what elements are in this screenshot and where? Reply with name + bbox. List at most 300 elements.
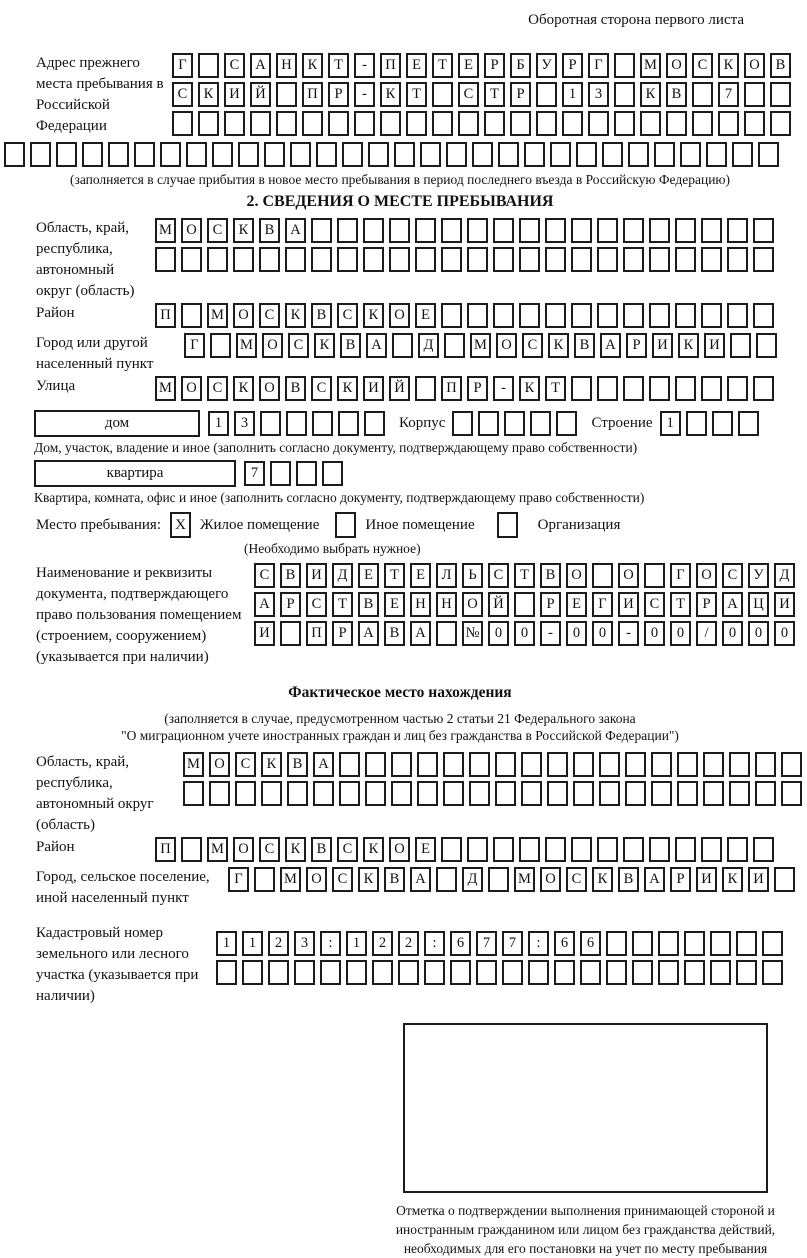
char-cell[interactable]: И (254, 621, 275, 646)
char-cell[interactable]: Р (510, 82, 531, 107)
char-cell[interactable] (260, 411, 281, 436)
char-cell[interactable] (710, 960, 731, 985)
char-cell[interactable] (744, 82, 765, 107)
char-cell[interactable]: А (600, 333, 621, 358)
char-cell[interactable]: С (288, 333, 309, 358)
char-cell[interactable]: С (488, 563, 509, 588)
char-cell[interactable] (328, 111, 349, 136)
char-cell[interactable] (649, 218, 670, 243)
char-cell[interactable] (235, 781, 256, 806)
char-cell[interactable] (398, 960, 419, 985)
char-cell[interactable] (280, 621, 301, 646)
char-cell[interactable] (296, 461, 317, 486)
char-cell[interactable] (651, 781, 672, 806)
char-cell[interactable]: В (285, 376, 306, 401)
char-cell[interactable]: П (155, 837, 176, 862)
char-cell[interactable]: Е (415, 303, 436, 328)
char-cell[interactable] (623, 376, 644, 401)
char-cell[interactable] (727, 376, 748, 401)
char-cell[interactable] (469, 781, 490, 806)
char-cell[interactable] (550, 142, 571, 167)
char-cell[interactable] (443, 781, 464, 806)
char-cell[interactable] (692, 82, 713, 107)
char-cell[interactable] (432, 111, 453, 136)
char-cell[interactable]: Ц (748, 592, 769, 617)
char-cell[interactable] (56, 142, 77, 167)
char-cell[interactable]: 2 (268, 931, 289, 956)
char-cell[interactable]: С (458, 82, 479, 107)
char-cell[interactable] (519, 303, 540, 328)
char-cell[interactable]: О (259, 376, 280, 401)
char-cell[interactable]: О (233, 303, 254, 328)
char-cell[interactable] (738, 411, 759, 436)
char-cell[interactable]: 1 (216, 931, 237, 956)
char-cell[interactable] (458, 111, 479, 136)
char-cell[interactable]: Р (626, 333, 647, 358)
char-cell[interactable] (276, 82, 297, 107)
char-cell[interactable] (472, 142, 493, 167)
char-cell[interactable] (727, 837, 748, 862)
char-cell[interactable] (576, 142, 597, 167)
char-cell[interactable] (216, 960, 237, 985)
char-cell[interactable] (391, 781, 412, 806)
char-cell[interactable] (774, 867, 795, 892)
char-cell[interactable]: № (462, 621, 483, 646)
char-cell[interactable] (521, 781, 542, 806)
char-cell[interactable] (233, 247, 254, 272)
char-cell[interactable]: В (618, 867, 639, 892)
char-cell[interactable] (238, 142, 259, 167)
char-cell[interactable] (781, 781, 802, 806)
char-cell[interactable]: О (233, 837, 254, 862)
char-cell[interactable] (286, 411, 307, 436)
char-cell[interactable] (394, 142, 415, 167)
char-cell[interactable]: М (640, 53, 661, 78)
char-cell[interactable] (372, 960, 393, 985)
char-cell[interactable]: 1 (346, 931, 367, 956)
char-cell[interactable]: С (259, 837, 280, 862)
char-cell[interactable]: О (209, 752, 230, 777)
char-cell[interactable]: И (704, 333, 725, 358)
char-cell[interactable] (519, 837, 540, 862)
char-cell[interactable] (198, 111, 219, 136)
char-cell[interactable] (364, 411, 385, 436)
char-cell[interactable] (753, 303, 774, 328)
char-cell[interactable] (290, 142, 311, 167)
char-cell[interactable] (82, 142, 103, 167)
char-cell[interactable] (415, 218, 436, 243)
char-cell[interactable]: : (528, 931, 549, 956)
char-cell[interactable] (484, 111, 505, 136)
char-cell[interactable] (640, 111, 661, 136)
char-cell[interactable] (30, 142, 51, 167)
char-cell[interactable] (528, 960, 549, 985)
char-cell[interactable]: Н (276, 53, 297, 78)
char-cell[interactable]: О (696, 563, 717, 588)
char-cell[interactable]: 0 (566, 621, 587, 646)
char-cell[interactable]: Е (415, 837, 436, 862)
char-cell[interactable]: 6 (580, 931, 601, 956)
char-cell[interactable]: С (337, 303, 358, 328)
char-cell[interactable] (316, 142, 337, 167)
char-cell[interactable] (753, 376, 774, 401)
char-cell[interactable] (259, 247, 280, 272)
char-cell[interactable]: О (566, 563, 587, 588)
char-cell[interactable] (285, 247, 306, 272)
char-cell[interactable] (302, 111, 323, 136)
char-cell[interactable] (493, 303, 514, 328)
char-cell[interactable] (599, 781, 620, 806)
char-cell[interactable] (493, 218, 514, 243)
char-cell[interactable]: Г (592, 592, 613, 617)
char-cell[interactable] (337, 218, 358, 243)
char-cell[interactable]: Р (562, 53, 583, 78)
char-cell[interactable]: К (233, 218, 254, 243)
char-cell[interactable] (493, 837, 514, 862)
char-cell[interactable] (365, 781, 386, 806)
char-cell[interactable] (4, 142, 25, 167)
char-cell[interactable] (649, 837, 670, 862)
char-cell[interactable]: С (224, 53, 245, 78)
char-cell[interactable]: В (540, 563, 561, 588)
char-cell[interactable] (554, 960, 575, 985)
char-cell[interactable]: А (358, 621, 379, 646)
char-cell[interactable] (436, 867, 457, 892)
char-cell[interactable] (212, 142, 233, 167)
char-cell[interactable]: 7 (502, 931, 523, 956)
char-cell[interactable]: В (574, 333, 595, 358)
char-cell[interactable] (519, 247, 540, 272)
char-cell[interactable]: В (311, 303, 332, 328)
char-cell[interactable]: Р (280, 592, 301, 617)
char-cell[interactable]: И (774, 592, 795, 617)
char-cell[interactable] (571, 837, 592, 862)
char-cell[interactable]: У (748, 563, 769, 588)
char-cell[interactable]: 2 (372, 931, 393, 956)
char-cell[interactable]: В (358, 592, 379, 617)
char-cell[interactable]: 0 (670, 621, 691, 646)
char-cell[interactable]: И (363, 376, 384, 401)
char-cell[interactable]: С (522, 333, 543, 358)
char-cell[interactable] (729, 781, 750, 806)
char-cell[interactable] (339, 781, 360, 806)
char-cell[interactable] (727, 247, 748, 272)
char-cell[interactable]: И (306, 563, 327, 588)
char-cell[interactable]: В (384, 867, 405, 892)
char-cell[interactable]: О (306, 867, 327, 892)
char-cell[interactable] (729, 752, 750, 777)
char-cell[interactable] (467, 247, 488, 272)
char-cell[interactable]: У (536, 53, 557, 78)
char-cell[interactable]: М (155, 218, 176, 243)
char-cell[interactable] (675, 837, 696, 862)
char-cell[interactable]: О (262, 333, 283, 358)
char-cell[interactable] (207, 247, 228, 272)
house-field-box[interactable]: дом (34, 410, 200, 437)
char-cell[interactable]: 6 (554, 931, 575, 956)
char-cell[interactable] (755, 752, 776, 777)
char-cell[interactable] (337, 247, 358, 272)
char-cell[interactable] (545, 837, 566, 862)
char-cell[interactable]: Л (436, 563, 457, 588)
char-cell[interactable] (753, 837, 774, 862)
char-cell[interactable]: Д (774, 563, 795, 588)
char-cell[interactable] (692, 111, 713, 136)
char-cell[interactable]: Й (250, 82, 271, 107)
char-cell[interactable]: Б (510, 53, 531, 78)
char-cell[interactable]: И (618, 592, 639, 617)
char-cell[interactable]: Т (332, 592, 353, 617)
char-cell[interactable]: С (235, 752, 256, 777)
char-cell[interactable]: Р (540, 592, 561, 617)
char-cell[interactable] (592, 563, 613, 588)
char-cell[interactable] (597, 247, 618, 272)
char-cell[interactable] (391, 752, 412, 777)
char-cell[interactable] (510, 111, 531, 136)
char-cell[interactable] (614, 82, 635, 107)
char-cell[interactable] (469, 752, 490, 777)
char-cell[interactable] (614, 111, 635, 136)
char-cell[interactable] (495, 781, 516, 806)
char-cell[interactable] (781, 752, 802, 777)
char-cell[interactable]: И (696, 867, 717, 892)
char-cell[interactable] (209, 781, 230, 806)
char-cell[interactable] (172, 111, 193, 136)
char-cell[interactable] (322, 461, 343, 486)
char-cell[interactable] (573, 752, 594, 777)
char-cell[interactable]: К (285, 837, 306, 862)
char-cell[interactable] (392, 333, 413, 358)
char-cell[interactable]: К (337, 376, 358, 401)
char-cell[interactable] (606, 960, 627, 985)
char-cell[interactable] (311, 218, 332, 243)
char-cell[interactable] (415, 247, 436, 272)
char-cell[interactable] (623, 837, 644, 862)
char-cell[interactable]: Р (696, 592, 717, 617)
char-cell[interactable] (502, 960, 523, 985)
char-cell[interactable]: Г (588, 53, 609, 78)
char-cell[interactable]: Т (484, 82, 505, 107)
char-cell[interactable] (432, 82, 453, 107)
char-cell[interactable] (467, 218, 488, 243)
char-cell[interactable]: Г (184, 333, 205, 358)
char-cell[interactable]: Н (436, 592, 457, 617)
char-cell[interactable]: Р (484, 53, 505, 78)
char-cell[interactable] (606, 931, 627, 956)
char-cell[interactable] (701, 376, 722, 401)
char-cell[interactable] (545, 303, 566, 328)
char-cell[interactable] (623, 247, 644, 272)
char-cell[interactable]: Г (172, 53, 193, 78)
char-cell[interactable] (545, 247, 566, 272)
char-cell[interactable] (736, 931, 757, 956)
char-cell[interactable]: С (722, 563, 743, 588)
char-cell[interactable] (224, 111, 245, 136)
char-cell[interactable]: 1 (562, 82, 583, 107)
char-cell[interactable]: И (652, 333, 673, 358)
char-cell[interactable]: А (313, 752, 334, 777)
char-cell[interactable]: 1 (242, 931, 263, 956)
char-cell[interactable] (625, 781, 646, 806)
char-cell[interactable] (675, 247, 696, 272)
char-cell[interactable]: П (155, 303, 176, 328)
char-cell[interactable]: 0 (774, 621, 795, 646)
char-cell[interactable]: А (722, 592, 743, 617)
char-cell[interactable] (452, 411, 473, 436)
char-cell[interactable] (363, 218, 384, 243)
char-cell[interactable] (770, 82, 791, 107)
char-cell[interactable] (602, 142, 623, 167)
char-cell[interactable] (424, 960, 445, 985)
char-cell[interactable] (420, 142, 441, 167)
char-cell[interactable]: К (314, 333, 335, 358)
char-cell[interactable] (338, 411, 359, 436)
char-cell[interactable] (417, 752, 438, 777)
char-cell[interactable] (478, 411, 499, 436)
char-cell[interactable]: Й (488, 592, 509, 617)
char-cell[interactable]: Е (458, 53, 479, 78)
char-cell[interactable] (155, 247, 176, 272)
char-cell[interactable]: / (696, 621, 717, 646)
char-cell[interactable]: Д (462, 867, 483, 892)
char-cell[interactable]: Н (410, 592, 431, 617)
char-cell[interactable]: 0 (592, 621, 613, 646)
char-cell[interactable] (588, 111, 609, 136)
char-cell[interactable] (701, 218, 722, 243)
char-cell[interactable] (628, 142, 649, 167)
char-cell[interactable]: К (718, 53, 739, 78)
char-cell[interactable]: 7 (476, 931, 497, 956)
char-cell[interactable] (547, 752, 568, 777)
char-cell[interactable]: П (380, 53, 401, 78)
char-cell[interactable] (730, 333, 751, 358)
char-cell[interactable] (210, 333, 231, 358)
char-cell[interactable]: М (514, 867, 535, 892)
char-cell[interactable] (545, 218, 566, 243)
char-cell[interactable]: К (302, 53, 323, 78)
char-cell[interactable] (651, 752, 672, 777)
char-cell[interactable] (108, 142, 129, 167)
char-cell[interactable] (186, 142, 207, 167)
char-cell[interactable] (675, 376, 696, 401)
char-cell[interactable]: Р (328, 82, 349, 107)
char-cell[interactable]: К (678, 333, 699, 358)
char-cell[interactable]: А (254, 592, 275, 617)
char-cell[interactable] (181, 837, 202, 862)
char-cell[interactable] (261, 781, 282, 806)
char-cell[interactable] (444, 333, 465, 358)
char-cell[interactable]: А (250, 53, 271, 78)
char-cell[interactable]: С (332, 867, 353, 892)
char-cell[interactable] (441, 247, 462, 272)
organization-checkbox[interactable] (497, 512, 518, 538)
char-cell[interactable] (770, 111, 791, 136)
char-cell[interactable] (311, 247, 332, 272)
char-cell[interactable]: К (261, 752, 282, 777)
char-cell[interactable]: К (285, 303, 306, 328)
char-cell[interactable]: В (287, 752, 308, 777)
char-cell[interactable] (706, 142, 727, 167)
char-cell[interactable]: Т (545, 376, 566, 401)
char-cell[interactable]: 0 (514, 621, 535, 646)
char-cell[interactable] (732, 142, 753, 167)
char-cell[interactable] (441, 218, 462, 243)
char-cell[interactable]: - (493, 376, 514, 401)
char-cell[interactable]: О (181, 376, 202, 401)
char-cell[interactable] (524, 142, 545, 167)
char-cell[interactable]: К (592, 867, 613, 892)
char-cell[interactable] (736, 960, 757, 985)
char-cell[interactable]: В (384, 621, 405, 646)
char-cell[interactable]: - (540, 621, 561, 646)
char-cell[interactable] (701, 303, 722, 328)
char-cell[interactable]: Р (332, 621, 353, 646)
char-cell[interactable]: Г (228, 867, 249, 892)
char-cell[interactable]: П (302, 82, 323, 107)
char-cell[interactable] (498, 142, 519, 167)
char-cell[interactable]: О (618, 563, 639, 588)
char-cell[interactable]: О (181, 218, 202, 243)
char-cell[interactable]: Е (384, 592, 405, 617)
char-cell[interactable]: 0 (488, 621, 509, 646)
char-cell[interactable]: Д (418, 333, 439, 358)
char-cell[interactable]: 0 (748, 621, 769, 646)
char-cell[interactable] (514, 592, 535, 617)
char-cell[interactable] (701, 247, 722, 272)
char-cell[interactable] (441, 837, 462, 862)
char-cell[interactable] (684, 960, 705, 985)
char-cell[interactable]: 2 (398, 931, 419, 956)
char-cell[interactable] (625, 752, 646, 777)
char-cell[interactable] (677, 781, 698, 806)
char-cell[interactable] (623, 303, 644, 328)
char-cell[interactable]: - (618, 621, 639, 646)
char-cell[interactable]: 1 (208, 411, 229, 436)
char-cell[interactable]: Т (670, 592, 691, 617)
char-cell[interactable] (443, 752, 464, 777)
char-cell[interactable]: А (285, 218, 306, 243)
char-cell[interactable]: О (666, 53, 687, 78)
char-cell[interactable]: М (207, 837, 228, 862)
char-cell[interactable] (181, 247, 202, 272)
char-cell[interactable] (547, 781, 568, 806)
char-cell[interactable]: К (363, 837, 384, 862)
other-premises-checkbox[interactable] (335, 512, 356, 538)
char-cell[interactable] (389, 218, 410, 243)
char-cell[interactable]: С (259, 303, 280, 328)
char-cell[interactable] (753, 218, 774, 243)
char-cell[interactable] (519, 218, 540, 243)
char-cell[interactable] (556, 411, 577, 436)
char-cell[interactable] (649, 303, 670, 328)
char-cell[interactable] (632, 960, 653, 985)
char-cell[interactable]: С (207, 218, 228, 243)
char-cell[interactable] (504, 411, 525, 436)
char-cell[interactable]: Г (670, 563, 691, 588)
char-cell[interactable]: С (337, 837, 358, 862)
char-cell[interactable]: : (320, 931, 341, 956)
char-cell[interactable]: И (748, 867, 769, 892)
char-cell[interactable]: О (496, 333, 517, 358)
char-cell[interactable] (710, 931, 731, 956)
char-cell[interactable]: Е (406, 53, 427, 78)
char-cell[interactable] (580, 960, 601, 985)
char-cell[interactable]: Ь (462, 563, 483, 588)
char-cell[interactable]: К (640, 82, 661, 107)
char-cell[interactable]: 7 (244, 461, 265, 486)
char-cell[interactable]: 3 (234, 411, 255, 436)
char-cell[interactable] (675, 303, 696, 328)
